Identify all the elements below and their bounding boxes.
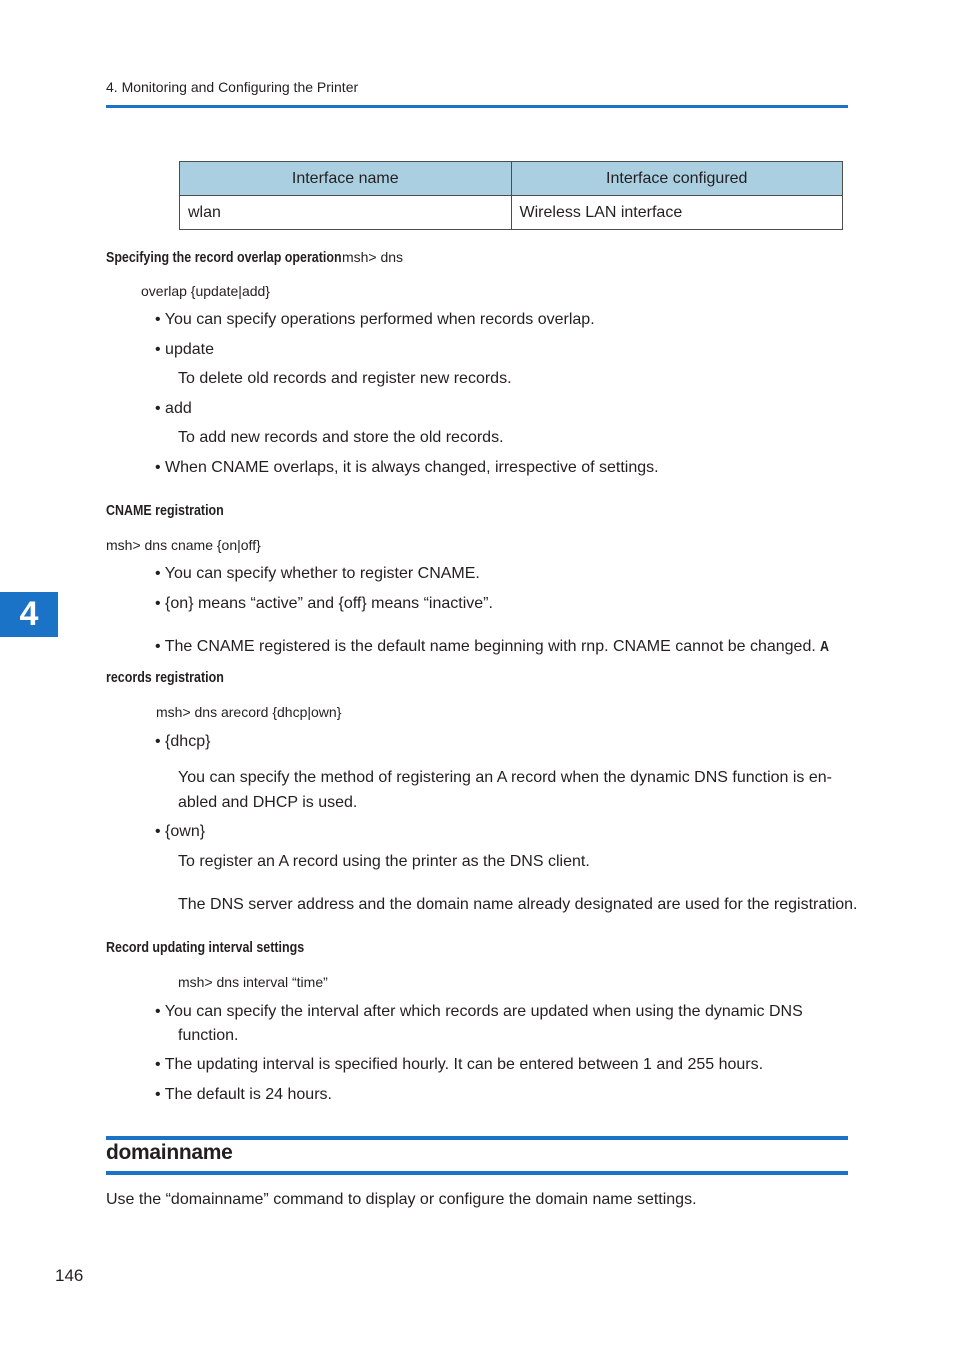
table-row — [180, 196, 843, 230]
arecords-heading: records registration — [106, 670, 224, 686]
running-header: 4. Monitoring and Configuring the Printer — [106, 79, 359, 95]
cname-bullet-3: • The CNAME registered is the default name beginning with rnp. CNAME cannot be changed. — [155, 638, 816, 655]
header-rule — [106, 105, 848, 108]
section-rule-top — [106, 1136, 848, 1140]
overlap-heading-command: msh> dns — [341, 249, 404, 265]
section-title: domainname — [106, 1141, 233, 1164]
cname-bullet-2: • {on} means “active” and {off} means “inactive”. — [155, 595, 493, 612]
cname-heading: CNAME registration — [106, 503, 224, 519]
cname-bullet-3-tail: A — [820, 639, 830, 655]
arecords-bullet-dhcp: • {dhcp} — [155, 733, 211, 750]
arecords-own-desc-2: The DNS server address and the domain name already designated are used for the registration. — [178, 896, 858, 913]
interface-table — [179, 161, 843, 230]
interval-bullet-3: • The default is 24 hours. — [155, 1086, 332, 1103]
overlap-heading-line — [106, 249, 403, 267]
cname-command: msh> dns cname {on|off} — [106, 537, 261, 553]
overlap-command: overlap {update|add} — [141, 283, 270, 299]
interval-heading: Record updating interval settings — [106, 940, 305, 956]
table-header-cell: Interface name — [180, 162, 512, 196]
interval-bullet-1-line-2: function. — [178, 1027, 239, 1044]
arecords-command: msh> dns arecord {dhcp|own} — [156, 704, 342, 720]
interval-bullet-1-line-1: • You can specify the interval after which records are updated when using the dynamic DNS — [155, 1003, 803, 1020]
overlap-heading: Specifying the record overlap operation — [106, 250, 342, 266]
interval-bullet-2: • The updating interval is specified hourly. It can be entered between 1 and 255 hours. — [155, 1056, 764, 1073]
table-header-cell: Interface configured — [511, 162, 843, 196]
table-header-row — [180, 162, 843, 196]
chapter-tab: 4 — [0, 592, 58, 637]
overlap-update-desc: To delete old records and register new records. — [178, 370, 512, 387]
overlap-add-desc: To add new records and store the old records. — [178, 429, 504, 446]
page-number: 146 — [55, 1266, 84, 1285]
table-cell: wlan — [180, 196, 512, 230]
overlap-bullet-add: • add — [155, 400, 192, 417]
overlap-bullet-cname: • When CNAME overlaps, it is always changed, irrespective of settings. — [155, 459, 659, 476]
table-cell: Wireless LAN interface — [511, 196, 843, 230]
domainname-intro: Use the “domainname” command to display or configure the domain name settings. — [106, 1191, 697, 1208]
section-rule-bottom — [106, 1171, 848, 1175]
arecords-dhcp-desc-2: abled and DHCP is used. — [178, 794, 358, 811]
overlap-bullet-update: • update — [155, 341, 214, 358]
interval-command: msh> dns interval “time” — [178, 974, 328, 990]
arecords-bullet-own: • {own} — [155, 823, 206, 840]
cname-bullet-1: • You can specify whether to register CNAME. — [155, 565, 480, 582]
arecords-dhcp-desc-1: You can specify the method of registering an A record when the dynamic DNS function is en- — [178, 769, 832, 786]
cname-bullet-3-line — [155, 638, 831, 656]
overlap-bullet-1: • You can specify operations performed when records overlap. — [155, 311, 595, 328]
arecords-own-desc-1: To register an A record using the printer as the DNS client. — [178, 853, 590, 870]
